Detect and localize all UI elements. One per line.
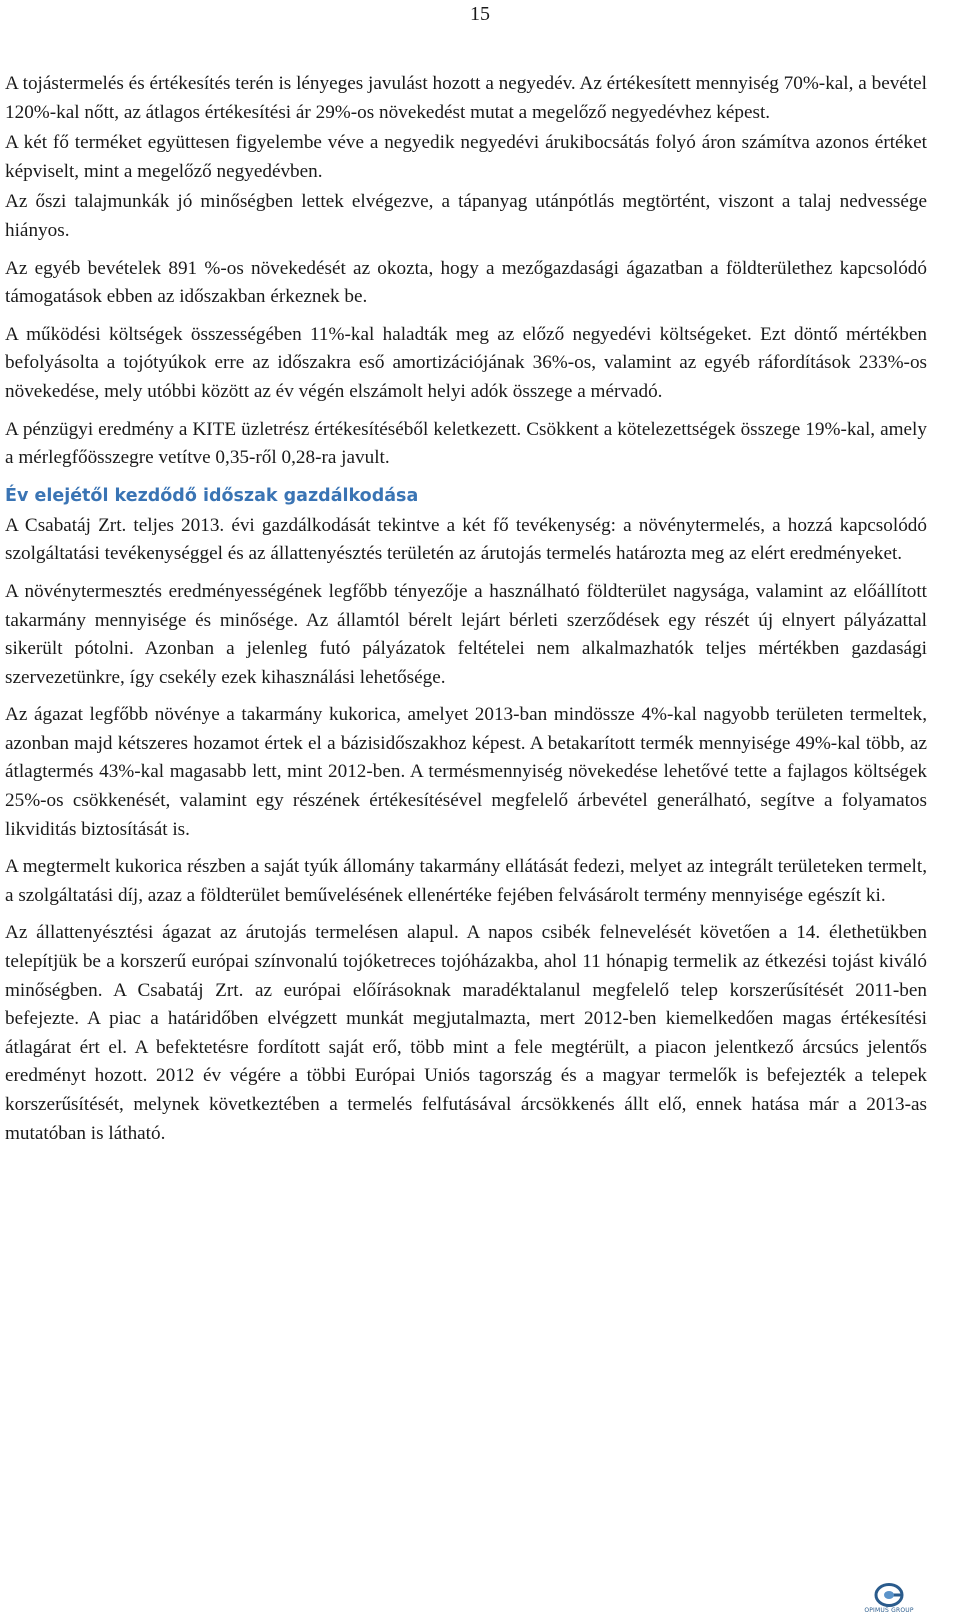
paragraph-operating-costs: A működési költségek összességében 11%-kal haladták meg az előző negyedévi költségeket. Ezt döntő mértékben befolyásolta a tojótyúkok erre az időszakra eső amortizációjának 36%-os, valamint az egyéb ráfordítások 233%-os növekedése, mely utóbbi között az év végén elszámolt helyi adók összege a mérvadó. <box>5 323 927 402</box>
paragraph-feed-supply: A megtermelt kukorica részben a saját tyúk állomány takarmány ellátását fedezi, melyet az integrált területeken termelt, a szolgáltatási díj, azaz a földterület beművelésének ellenértéke fejében felvásárolt termény mennyisége egészít ki. <box>5 856 927 906</box>
paragraph-egg-production: A tojástermelés és értékesítés terén is lényeges javulást hozott a negyedév. Az értékesített mennyiség 70%-kal, a bevétel 120%-kal nőtt, az átlagos értékesítési ár 29%-os növekedést mutat a megelőző negyedévhez képest. <box>5 73 927 123</box>
paragraph-autumn-soil-work: Az őszi talajmunkák jó minőségben lettek elvégezve, a tápanyag utánpótlás megtörtént, viszont a talaj nedvessége hiányos. <box>5 191 927 241</box>
paragraph-product-output: A két fő terméket együttesen figyelembe véve a negyedik negyedévi árukibocsátás folyó áron számítva azonos értéket képviselt, mint a megelőző negyedévben. <box>5 132 927 182</box>
paragraph-livestock: Az állattenyésztési ágazat az árutojás termelésen alapul. A napos csibék felnevelését követően a 14. élethetükben telepítjük be a korszerű európai színvonalú tojóketreces tojóházakba, ahol 11 hónapig termelik az étkezési tojást kiváló minőségben. A Csabatáj Zrt. az európai előírásoknak maradéktalanul megfelelő telep korszerűsítését 2011-ben befejezte. A piac a határidőben elvégzett munkát megjutalmazta, mert 2012-ben kiemelkedően magas értékesítési átlagárat ért el. A befektetésre fordított saját erő, több mint a fele megtérült, a piacon jelentkező árcsúcs jelentős eredményt hozott. 2012 év végére a többi Európai Uniós tagország és a magyar termelők is befejezték a telepek korszerűsítését, melynek következtében a termelés felfutásával árcsökkenés állt elő, ennek hatása már a 2013-as mutatóban is látható. <box>5 922 927 1144</box>
paragraph-other-income: Az egyéb bevételek 891 %-os növekedését az okozta, hogy a mezőgazdasági ágazatban a földterülethez kapcsolódó támogatások ebben az időszakban érkeznek be. <box>5 257 927 308</box>
paragraph-annual-overview: A Csabatáj Zrt. teljes 2013. évi gazdálkodását tekintve a két fő tevékenység: a növénytermelés, a hozzá kapcsolódó szolgáltatási tevékenységgel és az állattenyésztés területén az árutojás termelés határozta meg az elért eredményeket. <box>5 514 927 565</box>
section-heading: Év elejétől kezdődő időszak gazdálkodása <box>5 485 419 506</box>
paragraph-corn-yield: Az ágazat legfőbb növénye a takarmány kukorica, amelyet 2013-ban mindössze 4%-kal nagyobb területen termeltek, azonban majd kétszeres hozamot értek el a bázisidőszakhoz képest. A betakarított termék mennyisége 49%-kal több, az átlagtermés 43%-kal magasabb lett, mint 2012-ben. A termésmennyiség növekedése lehetővé tette a fajlagos költségek 25%-os csökkenését, valamint egy részének értékesítésével megfelelő árbevétel generálható, segítve a folyamatos likviditás biztosítását is. <box>5 704 927 840</box>
page-number: 15 <box>470 3 490 25</box>
paragraph-financial-result: A pénzügyi eredmény a KITE üzletrész értékesítéséből keletkezett. Csökkent a kötelezettségek összege 19%-kal, amely a mérlegfőösszegre vetítve 0,35-ről 0,28-ra javult. <box>5 418 927 469</box>
footer-logo <box>857 1583 921 1617</box>
paragraph-crop-production: A növénytermesztés eredményességének legfőbb tényezője a használható földterület nagysága, valamint az előállított takarmány mennyisége és minősége. Az államtól bérelt lejárt bérleti szerződések egy részét új elnyert pályázattal sikerült pótolni. Azonban a jelenleg futó pályázatok feltételei nem alkalmazhatók teljes mértékben gazdasági szervezetünkre, így csekély ezek kihasználási lehetősége. <box>5 580 927 688</box>
document-body <box>5 70 927 1148</box>
logo-text: OPIMUS GROUP <box>864 1607 914 1614</box>
opimus-group-logo-icon <box>874 1583 904 1607</box>
